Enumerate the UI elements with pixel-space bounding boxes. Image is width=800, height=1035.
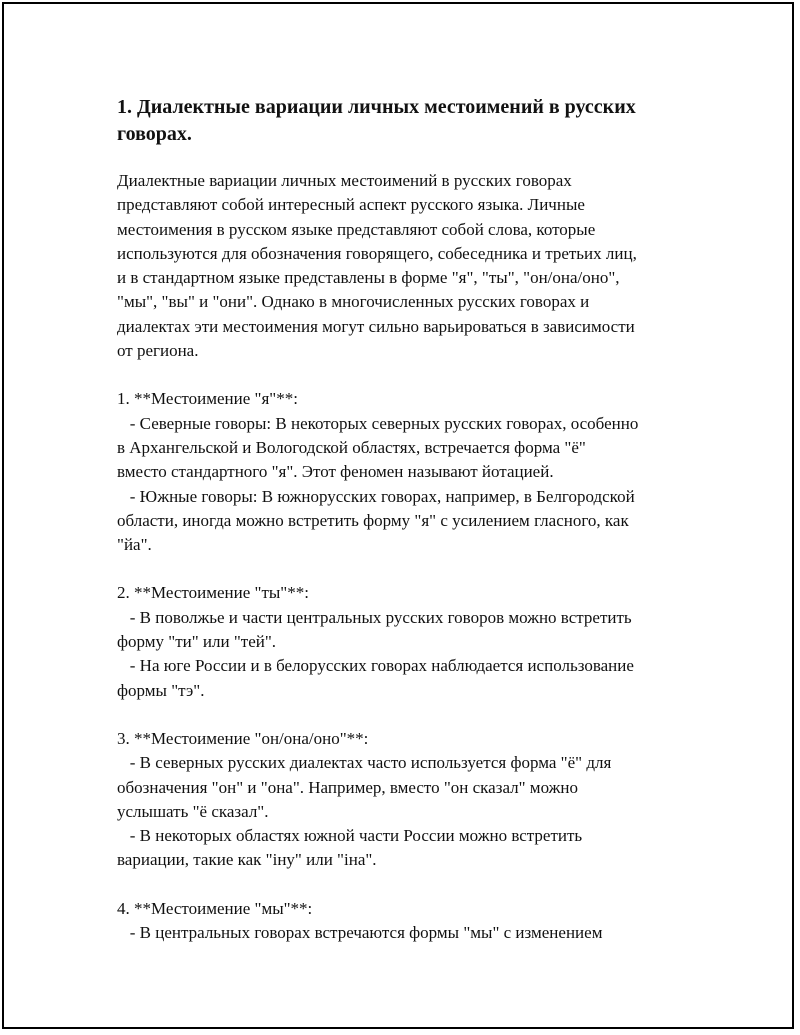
text-line: 2. **Местоимение "ты"**: (117, 583, 309, 603)
section-heading (117, 94, 697, 148)
text-line: "мы", "вы" и "они". Однако в многочисленных русских говорах и (117, 292, 590, 312)
pronoun-ty-section (117, 581, 697, 702)
pronoun-ya-section (117, 387, 697, 557)
text-line: представляют собой интересный аспект русского языка. Личные (117, 195, 585, 215)
document-body (117, 94, 697, 969)
text-line: - На юге России и в белорусских говорах наблюдается использование (117, 656, 634, 676)
text-line: и в стандартном языке представлены в форме "я", "ты", "он/она/оно", (117, 268, 620, 288)
text-line: в Архангельской и Вологодской областях, встречается форма "ё" (117, 437, 586, 457)
text-line: местоимения в русском языке представляют собой слова, которые (117, 219, 596, 239)
text-line: 4. **Местоимение "мы"**: (117, 898, 313, 918)
text-line: вместо стандартного "я". Этот феномен называют йотацией. (117, 462, 554, 482)
intro-paragraph (117, 169, 697, 363)
text-line: - Южные говоры: В южнорусских говорах, например, в Белгородской (117, 486, 635, 506)
text-line: используются для обозначения говорящего, собеседника и третьих лиц, (117, 243, 637, 263)
text-line: - Северные говоры: В некоторых северных русских говорах, особенно (117, 413, 639, 433)
text-line: услышать "ё сказал". (117, 801, 269, 821)
text-line: формы "тэ". (117, 680, 205, 700)
text-line: 3. **Местоимение "он/она/оно"**: (117, 728, 369, 748)
text-line: - В поволжье и части центральных русских говоров можно встретить (117, 607, 632, 627)
pronoun-my-section (117, 897, 697, 946)
text-line: диалектах эти местоимения могут сильно варьироваться в зависимости (117, 316, 635, 336)
text-line: - В некоторых областях южной части России можно встретить (117, 826, 583, 846)
heading-line: 1. Диалектные вариации личных местоимений в русских (117, 96, 636, 118)
text-line: форму "ти" или "тей". (117, 632, 277, 652)
text-line: "йа". (117, 535, 152, 555)
heading-line: говорах. (117, 123, 192, 145)
pronoun-on-section (117, 727, 697, 873)
text-line: - В центральных говорах встречаются формы "мы" с изменением (117, 923, 603, 943)
text-line: - В северных русских диалектах часто используется форма "ё" для (117, 753, 612, 773)
text-line: от региона. (117, 341, 199, 361)
text-line: Диалектные вариации личных местоимений в русских говорах (117, 171, 572, 190)
text-line: обозначения "он" и "она". Например, вместо "он сказал" можно (117, 777, 578, 797)
text-line: вариации, такие как "іну" или "іна". (117, 850, 377, 870)
text-line: области, иногда можно встретить форму "я" с усилением гласного, как (117, 510, 629, 530)
text-line: 1. **Местоимение "я"**: (117, 389, 298, 409)
